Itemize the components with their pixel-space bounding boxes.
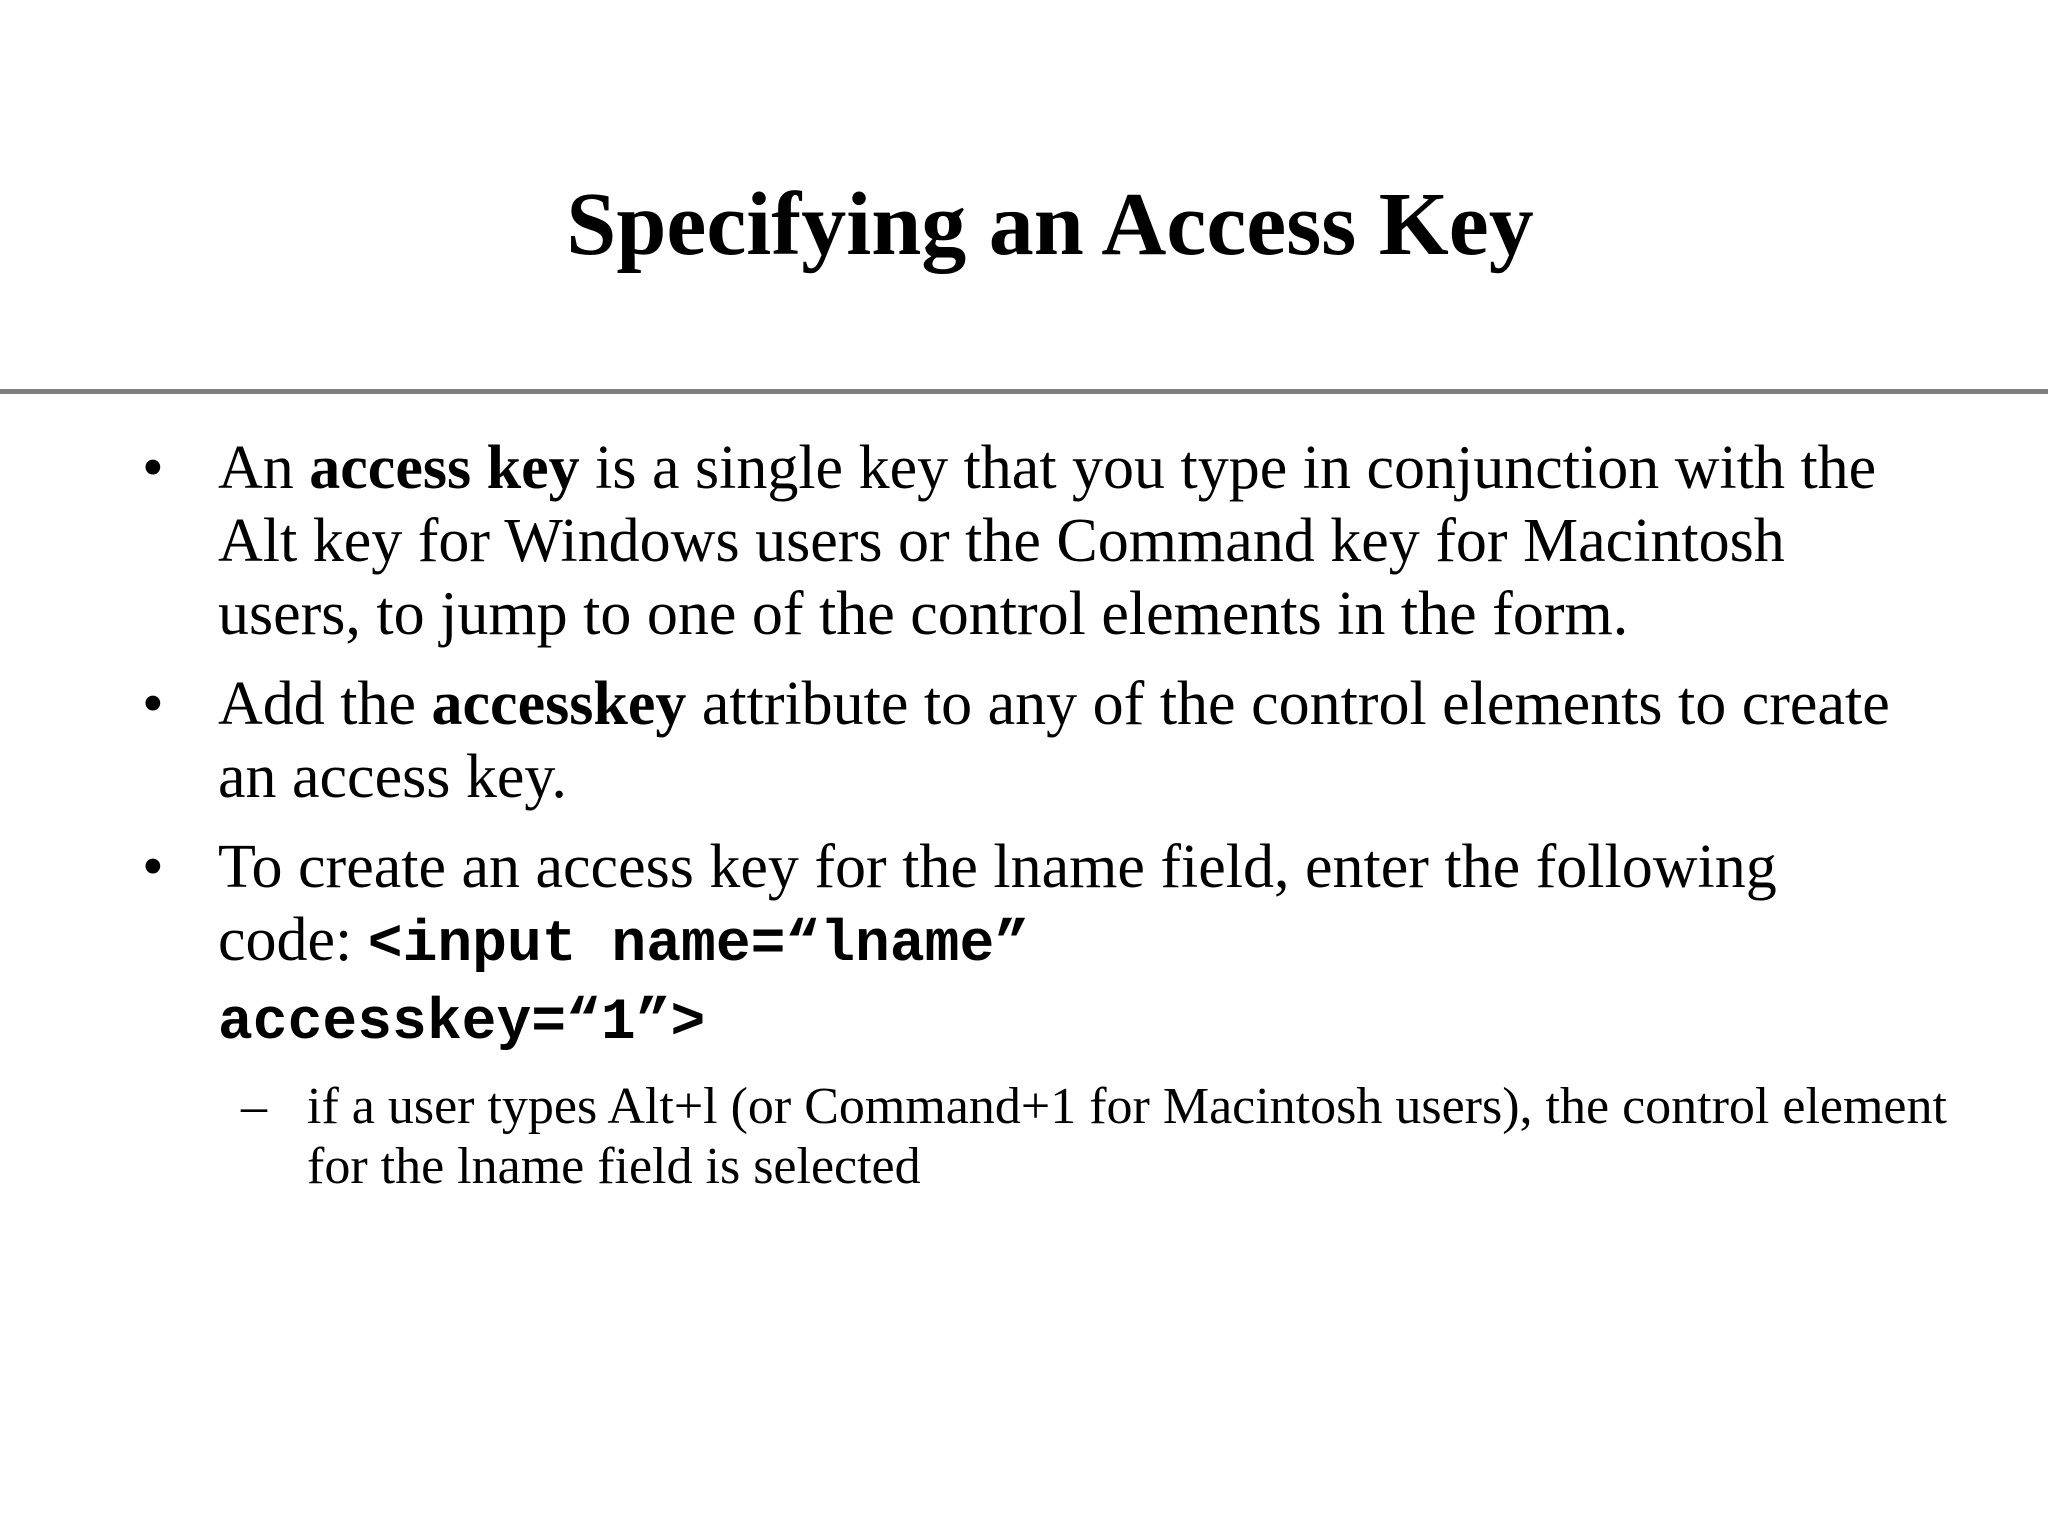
bullet-text-pre: Add the [218,670,432,738]
slide-body [0,432,2048,1197]
bullet-text-pre: An [218,434,310,502]
bullet-text-bold: access key [309,434,580,502]
sub-bullet-marker: – [241,1078,267,1135]
bullet-text-pre: To create an access key for the lname field, enter the following code: [218,833,1777,974]
bullet-marker: • [142,434,164,502]
code-snippet-line-1: <input name=“lname” [367,913,1030,978]
sub-bullet-item [241,1077,1947,1197]
title-divider [0,389,2048,394]
bullet-text-post: is a single key that you type in conjunction with the Alt key for Windows users or the Command key for Macintosh users, to jump to one of the control elements in the form. [218,434,1877,648]
bullet-text-bold: accesskey [431,670,687,738]
bullet-marker: • [142,833,164,901]
slide-title: Specifying an Access Key [566,175,1534,274]
bullet-item-access-key [142,432,1918,651]
code-snippet-line-2: accesskey=“1”> [218,991,706,1056]
bullet-marker: • [142,670,164,738]
bullet-item-accesskey-attribute [142,668,1918,814]
bullet-item-code-example [142,831,1918,1060]
sub-bullet-text: if a user types Alt+l (or Command+1 for Macintosh users), the control element for the lname field is selected [307,1078,1947,1195]
bullet-text-post: attribute to any of the control elements to create an access key. [218,670,1890,811]
